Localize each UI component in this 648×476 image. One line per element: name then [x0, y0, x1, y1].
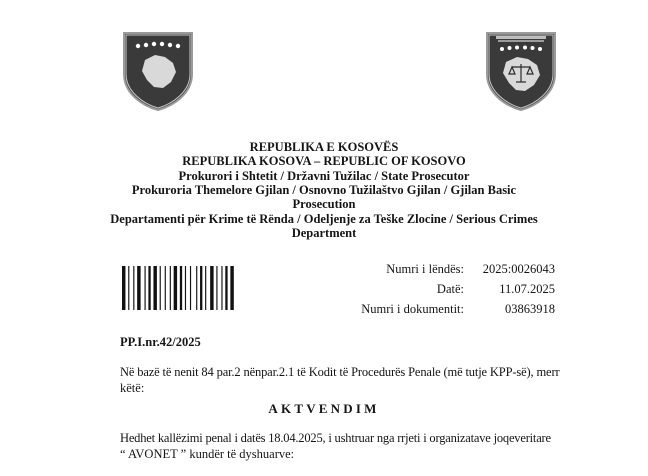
case-number-value: 2025:0026043 [482, 262, 555, 276]
case-number-label: Numri i lëndës: [386, 262, 464, 276]
prosecution-case-number: PP.I.nr.42/2025 [120, 335, 201, 349]
prosecutorial-council-emblem-icon [484, 30, 558, 112]
header-basic-prosecution-cont: Prosecution [292, 197, 356, 211]
header-state-prosecutor: Prokurori i Shtetit / Državni Tužilac / State Prosecutor [178, 169, 470, 183]
header-republic-sq: REPUBLIKA E KOSOVËS [249, 140, 399, 154]
date-label: Datë: [436, 282, 464, 296]
intro-line-2: këtë: [120, 381, 145, 395]
header-department: Departamenti për Krime të Rënda / Odeljenje za Teške Zlocine / Serious Crimes [110, 212, 538, 226]
date-value: 11.07.2025 [499, 282, 555, 296]
paragraph-line-1: Hedhet kallëzimi penal i datës 18.04.2025, i ushtruar nga rrjeti i organizatave joqeveritare [120, 431, 551, 445]
kosovo-coat-of-arms-icon [121, 30, 195, 112]
intro-line-1: Në bazë të nenit 84 par.2 nënpar.2.1 të Kodit të Procedurës Penale (më tutje KPP-së), merr [120, 365, 560, 379]
header-basic-prosecution: Prokuroria Themelore Gjilan / Osnovno Tužilaštvo Gjilan / Gjilan Basic [131, 183, 517, 197]
document-heading: AKTVENDIM [268, 401, 380, 416]
header-department-cont: Department [291, 226, 357, 240]
document-barcode [122, 266, 244, 310]
document-number-value: 03863918 [505, 302, 555, 316]
header-republic-sr-en: REPUBLIKA KOSOVA – REPUBLIC OF KOSOVO [182, 154, 466, 168]
paragraph-line-2: “ AVONET ” kundër të dyshuarve: [120, 447, 295, 461]
document-number-label: Numri i dokumentit: [361, 302, 464, 316]
